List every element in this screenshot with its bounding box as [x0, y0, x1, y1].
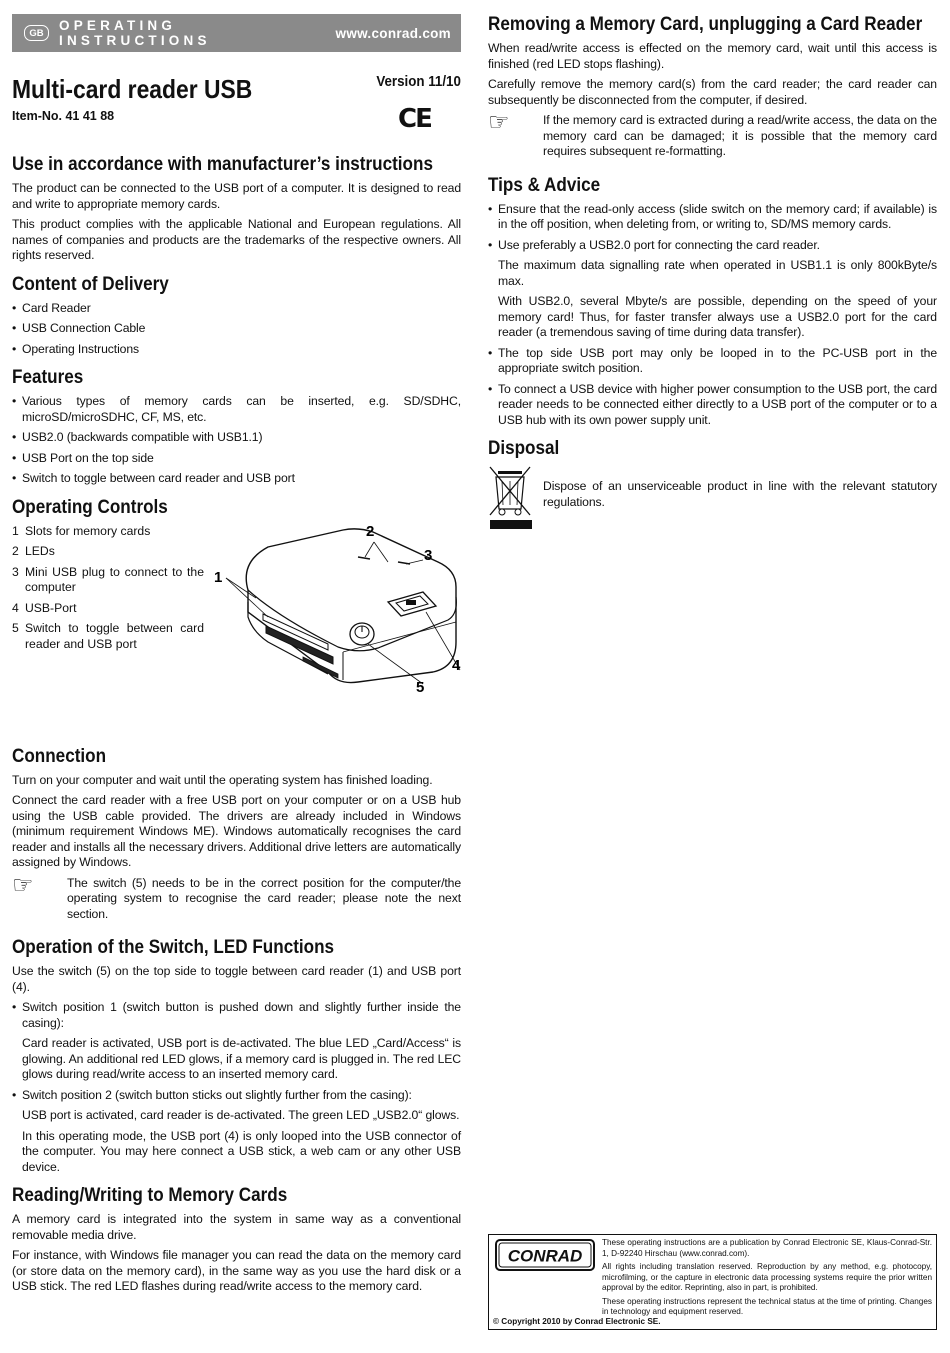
- paragraph: This product complies with the applicable National and European regulations. All names of companies and products are the trademarks of the respective owners. All rights reserved.: [12, 217, 461, 262]
- note: [12, 870, 461, 928]
- footer-line: All rights including translation reserved. Reproduction by any method, e.g. photocopy, microfilming, or the capture in electronic data processing systems require the prior written approval by the editor. Reprinting, also in part, is prohibited.: [602, 1262, 932, 1292]
- section-heading: Reading/Writing to Memory Cards: [12, 1185, 288, 1206]
- footer-line: These operating instructions are a publication by Conrad Electronic SE, Klaus-Conrad-Str. 1, D-92240 Hirschau (www.conrad.com).: [602, 1238, 932, 1258]
- paragraph: Carefully remove the memory card(s) from the card reader; the card reader can subsequently be disconnected from the computer, if desired.: [488, 77, 937, 107]
- section-heading: Use in accordance with manufacturer’s instructions: [12, 154, 433, 175]
- list-item: • Operating Instructions: [12, 342, 461, 358]
- callout-1: 1: [214, 568, 223, 586]
- tips-list: [488, 346, 937, 429]
- section-features: [12, 367, 461, 487]
- paragraph: Card reader is activated, USB port is de-activated. The blue LED „Card/Access“ is glowing. An additional red LED glows, if a memory card is plugged in. The red LEC glows during read/write access to an inserted memory card.: [22, 1036, 461, 1081]
- section-heading: Content of Delivery: [12, 273, 169, 295]
- list-item: • Switch position 2 (switch button sticks out slightly further from the casing):: [12, 1088, 461, 1104]
- list-item: • Card Reader: [12, 301, 461, 317]
- note-text: The switch (5) needs to be in the correct position for the computer/the operating system to recognise the card reader; please note the next section.: [67, 875, 461, 921]
- right-column: [488, 14, 937, 543]
- paragraph: For instance, with Windows file manager you can read the data on the memory card (or store data on the memory card), in the same way as you use the hard disk or a USB stick. The red LED flashes during read/write access to the memory card.: [12, 1248, 461, 1293]
- list-item: 1 Slots for memory cards: [12, 523, 151, 538]
- header-website: www.conrad.com: [335, 25, 451, 41]
- paragraph: The product can be connected to the USB port of a computer. It is designed to read and write to appropriate memory cards.: [12, 181, 461, 211]
- paragraph: Use the switch (5) on the top side to toggle between card reader (1) and USB port (4).: [12, 964, 461, 994]
- ce-mark-icon: CE: [398, 104, 431, 134]
- callout-3: 3: [424, 546, 433, 564]
- section-intended-use: [12, 154, 461, 264]
- list-item: • Switch to toggle between card reader and USB port: [12, 471, 461, 487]
- paragraph: Turn on your computer and wait until the operating system has finished loading.: [12, 772, 433, 787]
- note: [488, 108, 937, 165]
- list-item: • Ensure that the read-only access (slide switch on the memory card; if available) is in the off position, when deleting from, or writing to, SD/MS memory cards.: [488, 202, 937, 233]
- switch-list: [12, 1088, 461, 1104]
- section-switch-led: [12, 937, 461, 1175]
- section-heading: Tips & Advice: [488, 174, 601, 196]
- list-item: • USB2.0 (backwards compatible with USB1.1): [12, 430, 461, 446]
- section-heading: Removing a Memory Card, unplugging a Card Reader: [488, 14, 923, 35]
- features-list: [12, 394, 461, 487]
- list-item: • To connect a USB device with higher power consumption to the USB port, the card reader needs to be connected either directly to a USB port of the computer or to a USB hub with its own power supply unit.: [488, 382, 937, 429]
- card-reader-illustration: [208, 502, 462, 692]
- section-disposal: [488, 438, 937, 533]
- list-item: • Switch position 1 (switch button is pushed down and slightly further inside the casing):: [12, 1000, 461, 1031]
- list-item: 5 Switch to toggle between card reader and USB port: [12, 621, 204, 651]
- header-title: OPERATING INSTRUCTIONS: [59, 18, 211, 48]
- left-column: [12, 14, 461, 1305]
- section-reading-writing: [12, 1185, 461, 1295]
- section-heading: Operation of the Switch, LED Functions: [12, 937, 335, 958]
- list-item: 4 USB-Port: [12, 600, 77, 615]
- list-item: • Use preferably a USB2.0 port for connecting the card reader.: [488, 238, 937, 254]
- paragraph: With USB2.0, several Mbyte/s are possible, depending on the speed of your memory card! Thus, for faster transfer always use a USB2.0 port for the card reader (a tremendous saving of time during data transfer).: [498, 294, 937, 339]
- title-block: [12, 52, 461, 154]
- section-heading: Connection: [12, 745, 107, 767]
- section-heading: Disposal: [488, 438, 560, 459]
- section-delivery: [12, 274, 461, 358]
- section-operating-controls: [12, 497, 461, 736]
- document-title: Multi-card reader USB: [12, 74, 253, 104]
- publisher-footer: [488, 1234, 937, 1330]
- copyright: © Copyright 2010 by Conrad Electronic SE.: [493, 1317, 661, 1326]
- section-connection: [12, 746, 461, 928]
- footer-text: [602, 1238, 932, 1321]
- country-badge: GB: [24, 25, 49, 41]
- paragraph: Dispose of an unserviceable product in line with the relevant statutory regulations.: [543, 479, 937, 509]
- footer-line: These operating instructions represent the technical status at the time of printing. Changes in technology and equipment reserved.: [602, 1296, 932, 1316]
- list-item: • USB Port on the top side: [12, 451, 461, 467]
- section-tips: [488, 175, 937, 429]
- version-label: Version 11/10: [376, 74, 461, 90]
- switch-list: [12, 1000, 461, 1031]
- list-item: • The top side USB port may only be looped in to the PC-USB port in the appropriate switch position.: [488, 346, 937, 377]
- tips-list: [488, 202, 937, 254]
- section-heading: Features: [12, 367, 84, 388]
- callout-5: 5: [416, 678, 425, 692]
- note-text: If the memory card is extracted during a read/write access, the data on the memory card can be damaged; it is possible that the memory card requires subsequent re-formatting.: [543, 113, 937, 158]
- pointing-hand-icon: ☞: [12, 870, 34, 899]
- section-heading: Operating Controls: [12, 496, 168, 518]
- paragraph: When read/write access is effected on the memory card, wait until this access is finished (red LED stops flashing).: [488, 41, 937, 71]
- list-item: 3 Mini USB plug to connect to the computer: [12, 564, 204, 594]
- delivery-list: [12, 301, 461, 358]
- paragraph: USB port is activated, card reader is de-activated. The green LED „USB2.0“ glows.: [22, 1108, 460, 1122]
- callout-4: 4: [452, 656, 461, 674]
- list-item: • Various types of memory cards can be inserted, e.g. SD/SDHC, microSD/microSDHC, CF, MS, etc.: [12, 394, 461, 425]
- header-bar: [12, 14, 461, 52]
- list-item: 2 LEDs: [12, 544, 55, 558]
- pointing-hand-icon: ☞: [488, 108, 510, 136]
- paragraph: Connect the card reader with a free USB port on your computer or on a USB hub using the USB cable provided. The drivers are already included in Windows (minimum requirement Windows ME). Windows automatically recognises the card reader and installs all the necessary drivers. Additional drive letters are automatically assigned by Windows.: [12, 793, 461, 869]
- conrad-logo-text: CONRAD: [507, 1246, 583, 1266]
- controls-list: [12, 524, 204, 658]
- conrad-logo: [495, 1239, 595, 1271]
- section-removing: [488, 14, 937, 165]
- list-item: • USB Connection Cable: [12, 321, 461, 337]
- paragraph: The maximum data signalling rate when operated in USB1.1 is only 800kByte/s max.: [498, 258, 937, 288]
- paragraph: In this operating mode, the USB port (4) is only looped into the USB connector of the computer. You may here connect a USB stick, a web cam or any other USB device.: [22, 1128, 461, 1174]
- paragraph: A memory card is integrated into the system in same way as a conventional removable media drive.: [12, 1212, 461, 1242]
- crossed-bin-icon: [488, 465, 543, 533]
- item-number: Item-No. 41 41 88: [12, 109, 115, 123]
- callout-2: 2: [366, 522, 375, 540]
